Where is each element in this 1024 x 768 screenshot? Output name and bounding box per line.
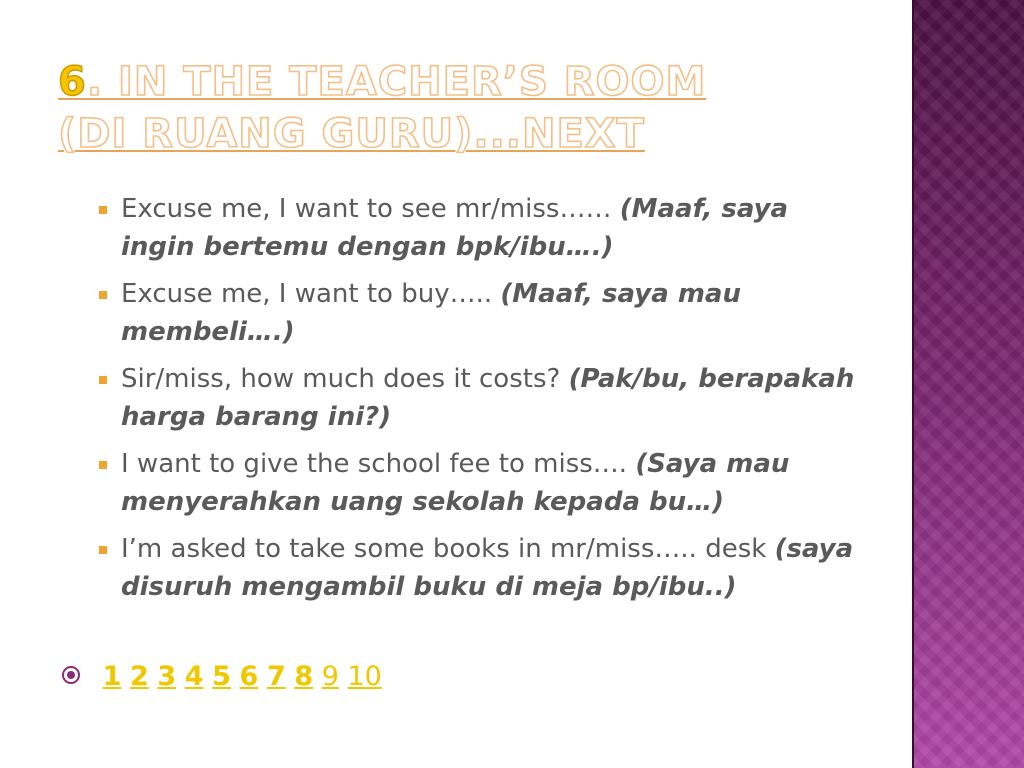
page-link-8[interactable]: 8 [294, 661, 314, 692]
list-item [96, 275, 856, 351]
slide-pager [62, 657, 382, 697]
decorative-sidebar [912, 0, 1024, 768]
phrase-english: Excuse me, I want to buy….. [121, 279, 493, 309]
page-link-6[interactable]: 6 [239, 661, 259, 692]
bullet-square-icon [99, 291, 107, 299]
page-link-1[interactable]: 1 [102, 661, 122, 692]
phrase-translation: (Pak/bu, berapakah harga barang ini?) [121, 364, 855, 432]
phrase-english: Excuse me, I want to see mr/miss…… [121, 194, 612, 224]
title-line2: (DI RUANG GURU)...NEXT [58, 111, 645, 157]
page-link-10[interactable]: 10 [347, 661, 382, 692]
bullet-square-icon [99, 206, 107, 214]
list-item [96, 445, 856, 521]
page-link-9[interactable]: 9 [321, 661, 339, 692]
list-item [96, 360, 856, 436]
phrase-english: I want to give the school fee to miss…. [121, 449, 628, 479]
page-link-7[interactable]: 7 [266, 661, 286, 692]
bullet-square-icon [99, 546, 107, 554]
page-link-5[interactable]: 5 [212, 661, 231, 692]
list-item [96, 190, 856, 266]
phrase-translation: (Saya mau menyerahkan uang sekolah kepada bu…) [121, 449, 790, 517]
bullet-square-icon [99, 376, 107, 384]
phrase-translation: (Maaf, saya ingin bertemu dengan bpk/ibu….) [121, 194, 789, 262]
page-link-2[interactable]: 2 [129, 661, 149, 692]
phrase-english: I’m asked to take some books in mr/miss….. desk [121, 534, 767, 564]
page-link-3[interactable]: 3 [157, 661, 177, 692]
slide-title [58, 56, 706, 160]
bullet-square-icon [99, 461, 107, 469]
title-line1: . IN THE TEACHER’S ROOM [86, 59, 707, 105]
title-number: 6 [58, 59, 87, 105]
phrase-english: Sir/miss, how much does it costs? [121, 364, 561, 394]
page-link-4[interactable]: 4 [184, 661, 204, 692]
list-item [96, 530, 856, 606]
phrase-list [96, 190, 856, 615]
phrase-translation: (Maaf, saya mau membeli….) [121, 279, 741, 347]
phrase-translation: (saya disuruh mengambil buku di meja bp/ibu..) [121, 534, 854, 602]
circle-dot-icon [62, 666, 80, 684]
